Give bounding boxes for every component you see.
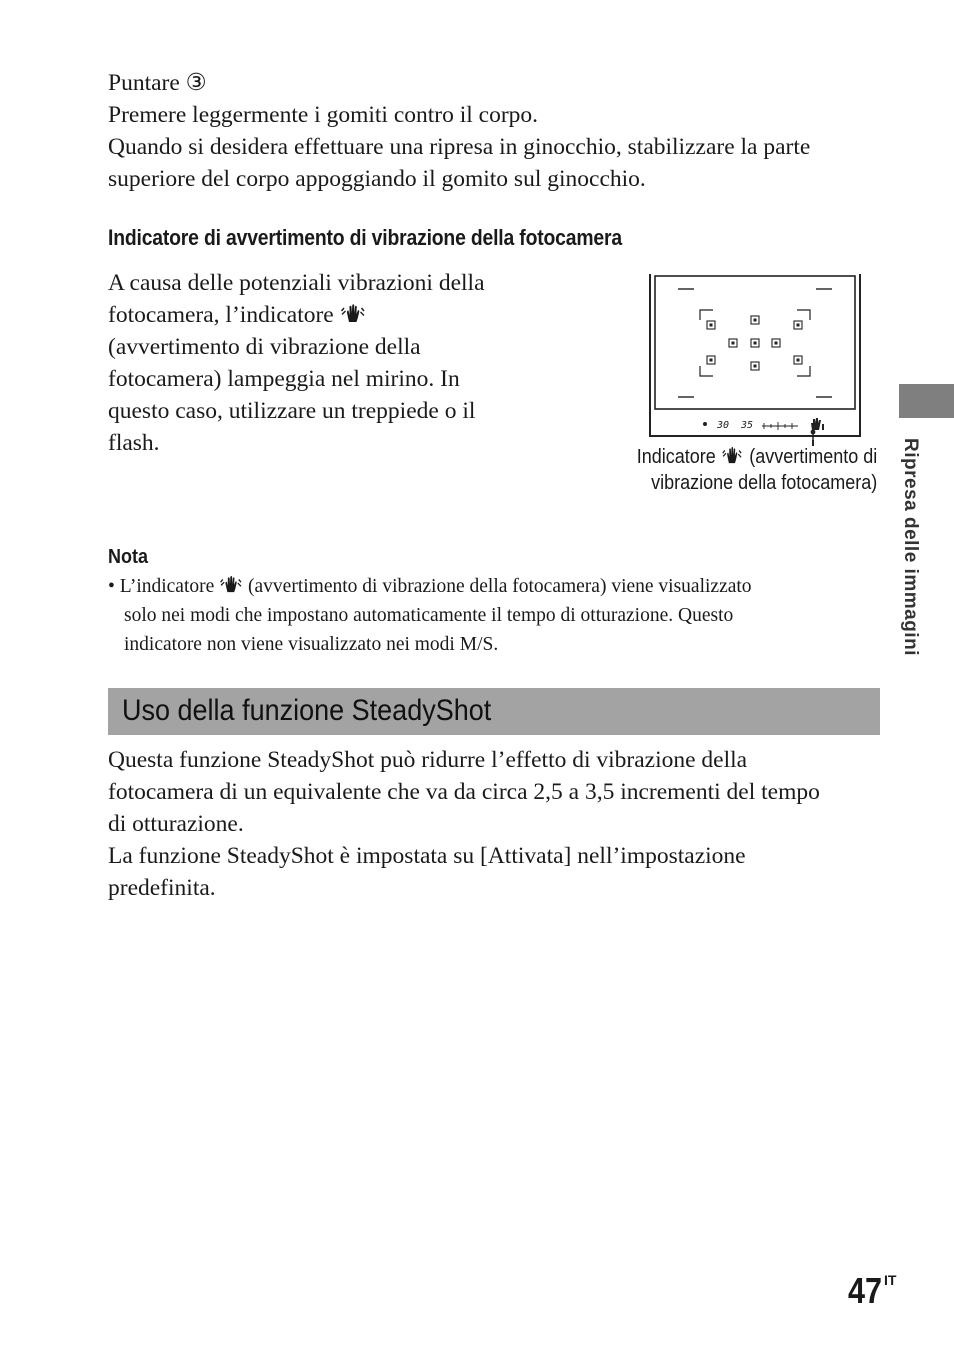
intro-line: Puntare ③: [108, 70, 207, 96]
camera-shake-icon: [721, 445, 744, 465]
note-body: [108, 572, 752, 659]
camera-shake-icon: [219, 574, 243, 594]
warning-heading: Indicatore di avvertimento di vibrazione della fotocamera: [108, 225, 622, 250]
warning-line: (avvertimento di vibrazione della: [108, 334, 421, 360]
language-code: IT: [884, 1272, 897, 1288]
caption-text: (avvertimento di: [748, 446, 877, 468]
viewfinder-caption: [636, 444, 877, 496]
note-line: [108, 572, 752, 601]
warning-line: fotocamera) lampeggia nel mirino. In: [108, 366, 460, 392]
side-tab: [899, 384, 954, 418]
warning-line-text: fotocamera, l’indicatore: [108, 302, 334, 328]
steadyshot-line: fotocamera di un equivalente che va da circa 2,5 a 3,5 incrementi del tempo: [108, 779, 820, 805]
warning-line: [108, 299, 485, 331]
note-text: (avvertimento di vibrazione della fotocamera) viene visualizzato: [248, 576, 752, 597]
caption-line: [636, 444, 877, 470]
viewfinder-readout-1: 30: [717, 420, 730, 431]
intro-line: superiore del corpo appoggiando il gomito sul ginocchio.: [108, 166, 646, 192]
viewfinder-shake-icon: [811, 418, 824, 430]
warning-line: flash.: [108, 430, 160, 456]
viewfinder-readout-2: 35: [741, 420, 754, 431]
note-line: solo nei modi che impostano automaticamente il tempo di otturazione. Questo: [124, 605, 734, 626]
note-line: indicatore non viene visualizzato nei modi M/S.: [124, 634, 499, 655]
note-bullet: •: [108, 576, 115, 597]
side-tab-label-wrap: [895, 438, 923, 688]
caption-text: Indicatore: [636, 446, 716, 468]
steadyshot-line: predefinita.: [108, 875, 216, 901]
steadyshot-line: La funzione SteadyShot è impostata su [Attivata] nell’impostazione: [108, 843, 746, 869]
exposure-scale: [762, 422, 798, 430]
steadyshot-line: di otturazione.: [108, 811, 244, 837]
note-label: Nota: [108, 546, 149, 568]
warning-line: A causa delle potenziali vibrazioni della: [108, 270, 485, 296]
side-tab-label: Ripresa delle immagini: [900, 438, 921, 656]
warning-line: questo caso, utilizzare un treppiede o il: [108, 398, 476, 424]
warning-paragraph: [108, 267, 485, 459]
steadyshot-line: Questa funzione SteadyShot può ridurre l’effetto di vibrazione della: [108, 747, 748, 773]
intro-line: Premere leggermente i gomiti contro il corpo.: [108, 102, 539, 128]
camera-shake-icon: [340, 302, 366, 324]
steadyshot-paragraph: [108, 744, 820, 904]
intro-line: Quando si desidera effettuare una ripresa in ginocchio, stabilizzare la parte: [108, 134, 811, 160]
page-number-wrap: [848, 1270, 901, 1312]
intro-paragraph: [108, 67, 810, 195]
page-number: 47: [848, 1270, 883, 1311]
section-bar: [108, 688, 880, 735]
section-title: Uso della funzione SteadyShot: [122, 694, 492, 727]
note-text: L’indicatore: [119, 576, 215, 597]
caption-line: vibrazione della fotocamera): [650, 472, 877, 494]
viewfinder-illustration: [648, 272, 862, 440]
